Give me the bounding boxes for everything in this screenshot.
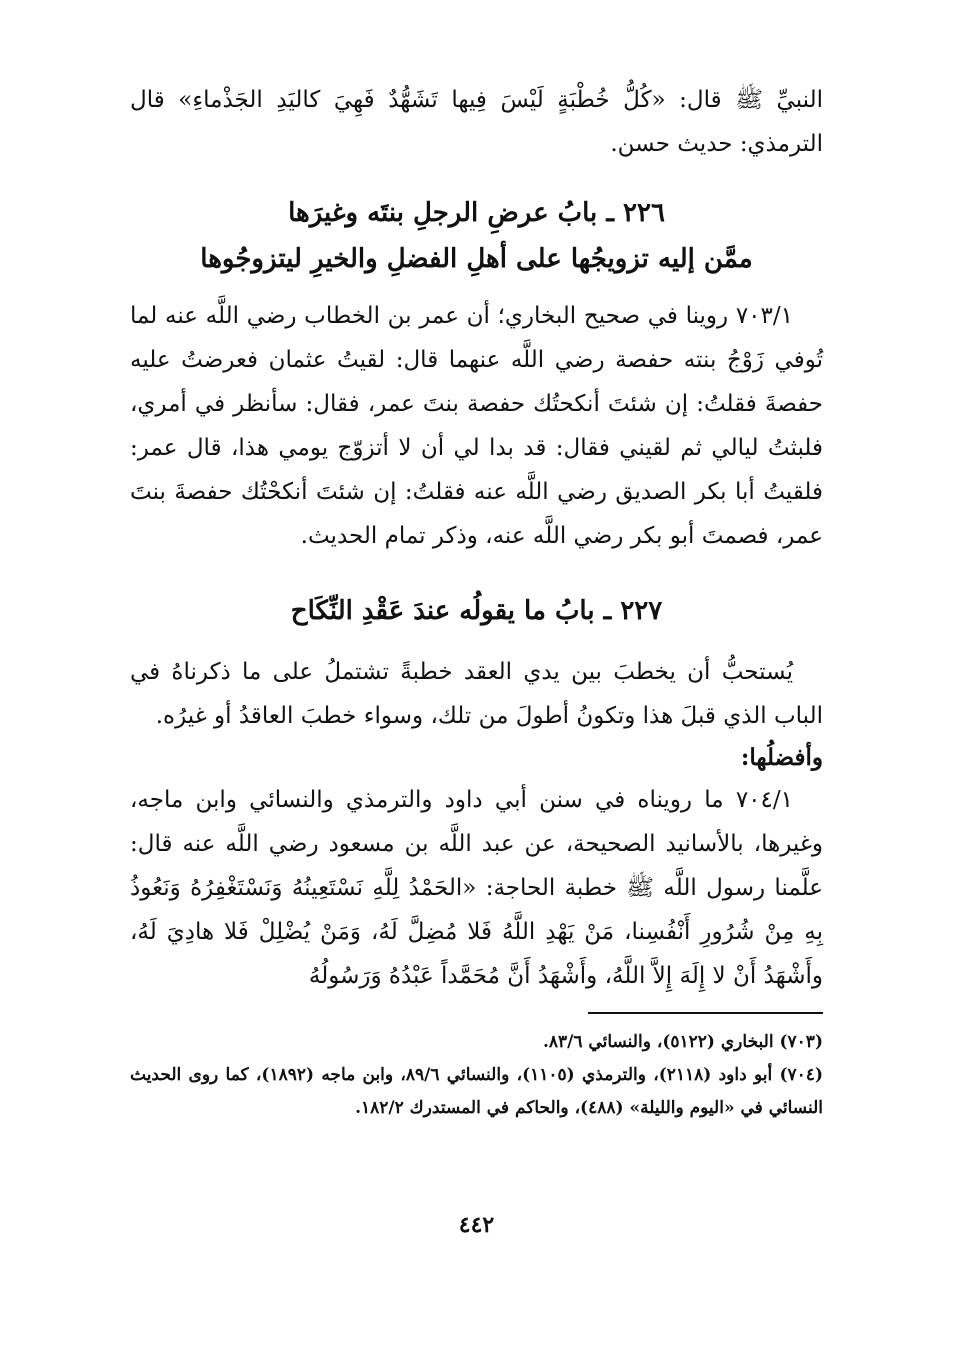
intro-paragraph: النبيِّ ﷺ قال: «كُلُّ خُطْبَةٍ لَيْسَ فِيها تَشَهُّدٌ فَهِيَ كاليَدِ الجَذْماءِ» قال الترمذي: حديث حسن. <box>130 87 823 157</box>
chapter-227-paragraph: يُستحبُّ أن يخطبَ بين يدي العقد خطبةً تشتملُ على ما ذكرناهُ في الباب الذي قبلَ هذا وتكونُ أطولَ من تلك، وسواء خطبَ العاقدُ أو غيرُه. <box>130 659 823 729</box>
chapter-226-title-line2: ممَّن إليه تزويجُها على أهلِ الفضلِ والخيرِ ليتزوجُوها <box>200 244 753 274</box>
footnote-703: (٧٠٣) البخاري (٥١٢٢)، والنسائي ٨٣/٦. <box>542 1032 823 1052</box>
chapter-226-title-line1: ٢٢٦ ـ بابُ عرضِ الرجلِ بنتَه وغيرَها <box>288 198 665 228</box>
footnote-704: (٧٠٤) أبو داود (٢١١٨)، والترمذي (١١٠٥)، والنسائي ٨٩/٦، وابن ماجه (١٨٩٢)، كما روى الحديث النسائي في «اليوم والليلة» (٤٨٨)، والحاكم في المستدرك ١٨٢/٢. <box>130 1065 823 1118</box>
afdaluha-subheading: وأفضلُها: <box>740 744 823 771</box>
chapter-227-heading: ٢٢٧ ـ بابُ ما يقولُه عندَ عَقْدِ النِّكَاح <box>290 596 663 626</box>
footnote-divider <box>588 1012 823 1014</box>
page-number: ٤٤٢ <box>458 1212 495 1238</box>
page-body <box>130 78 823 1351</box>
hadith-704-paragraph: ٧٠٤/١ ما رويناه في سنن أبي داود والترمذي والنسائي وابن ماجه، وغيرها، بالأسانيد الصحيحة، عن عبد اللَّه بن مسعود رضي اللَّه عنه قال: علَّمنا رسول اللَّه ﷺ خطبة الحاجة: «الحَمْدُ لِلَّهِ نَسْتَعِينُهُ وَنَسْتَغْفِرُهُ وَنَعُوذُ بِهِ مِنْ شُرُورِ أَنْفُسِنا، مَنْ يَهْدِ اللَّهُ فَلا مُضِلَّ لَهُ، وَمَنْ يُضْلِلْ فَلا هادِيَ لَهُ، وأَشْهَدُ أَنْ لا إِلَهَ إِلاَّ اللَّهُ، وأَشْهَدُ أَنَّ مُحَمَّداً عَبْدُهُ وَرَسُولُهُ <box>130 787 823 989</box>
chapter-226-heading <box>130 190 823 282</box>
hadith-703-paragraph: ٧٠٣/١ روينا في صحيح البخاري؛ أن عمر بن الخطاب رضي اللَّه عنه لما تُوفي زَوْجُ بنته حفصة رضي اللَّه عنهما قال: لقيتُ عثمان فعرضتُ عليه حفصةَ فقلتُ: إن شئتَ أنكحتُك حفصة بنتَ عمر، فقال: سأنظر في أمري، فلبثتُ ليالي ثم لقيني فقال: قد بدا لي أن لا أتزوّج يومي هذا، قال عمر: فلقيتُ أبا بكر الصديق رضي اللَّه عنه فقلتُ: إن شئتَ أنكحْتُك حفصةَ بنتَ عمر، فصمتَ أبو بكر رضي اللَّه عنه، وذكر تمام الحديث. <box>130 303 823 549</box>
